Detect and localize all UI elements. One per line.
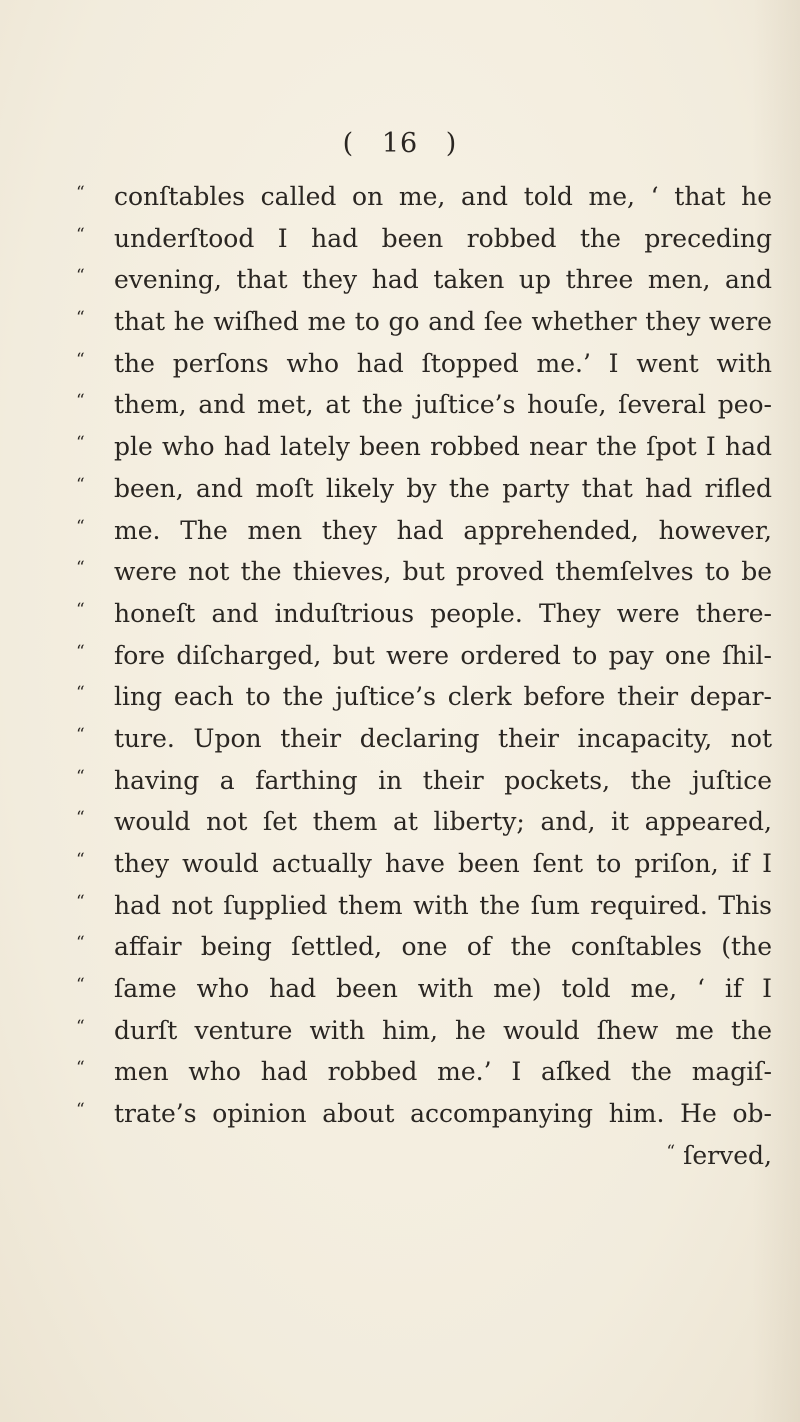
quote-mark: “ [76,308,85,329]
text-line [76,510,772,552]
text-line [76,885,772,927]
header-paren-close: ) [445,128,458,159]
line-text: conſtables called on me, and told me, ‘ that he [114,182,772,211]
catchword-line [76,1135,772,1177]
quote-mark: “ [76,641,85,662]
text-line [76,426,772,468]
line-text: fore diſcharged, but were ordered to pay one ſhil- [114,640,772,670]
quote-mark: “ [76,1016,85,1037]
text-line [76,301,772,343]
quote-mark: “ [76,349,85,370]
line-text: the perſons who had ſtopped me.’ I went with [114,348,772,378]
line-text: would not ſet them at liberty; and, it appeared, [114,807,772,837]
quote-mark: “ [76,891,85,912]
quote-mark: “ [76,766,85,787]
line-text: having a farthing in their pockets, the juſtice [114,765,772,795]
quote-mark: “ [76,433,85,454]
text-line [76,551,772,593]
quote-mark: “ [76,391,85,412]
quote-mark: “ [76,850,85,870]
quote-mark: “ [76,808,85,829]
text-line [76,843,772,885]
text-line [76,968,772,1010]
text-line [76,676,772,718]
catchword: ſerved, [683,1140,772,1170]
quote-mark: “ [76,599,85,620]
quote-mark: “ [76,1058,85,1079]
text-line [76,926,772,968]
quote-mark: “ [76,266,85,287]
line-text: trate’s opinion about accompanying him. He ob- [114,1099,772,1129]
quote-mark: “ [76,558,85,579]
text-line [76,1010,772,1052]
line-text: were not the thieves, but proved themſelves to be [114,557,772,587]
line-text: affair being ſettled, one of the conſtables (the [114,932,772,962]
line-text: them, and met, at the juſtice’s houſe, ſeveral peo- [114,390,772,420]
text-line [76,384,772,426]
text-line [76,218,772,260]
text-block [76,176,772,1177]
line-text: ling each to the juſtice’s clerk before their depar- [114,682,772,712]
text-line [76,760,772,802]
page-header [0,128,800,159]
line-text: ſame who had been with me) told me, ‘ if I [114,974,772,1004]
line-text: honeſt and induſtrious people. They were there- [114,598,772,628]
text-line [76,1051,772,1093]
line-text: they would actually have been ſent to priſon, if I [114,849,772,878]
quote-mark: “ [76,933,85,954]
text-line [76,635,772,677]
quote-mark: “ [76,183,85,203]
line-text: had not ſupplied them with the ſum required. This [114,890,772,920]
line-text: that he wiſhed me to go and ſee whether they were [114,307,772,337]
quote-mark: “ [76,683,85,704]
header-paren-open: ( [342,128,355,159]
text-line [76,343,772,385]
quote-mark: “ [76,1100,85,1121]
text-line [76,801,772,843]
line-text: been, and moſt likely by the party that had rifled [114,473,772,503]
quote-mark: “ [666,1141,676,1162]
page-number: 16 [381,128,419,159]
line-text: me. The men they had apprehended, however, [114,515,772,545]
quote-mark: “ [76,975,85,996]
quote-mark: “ [76,516,85,537]
quote-mark: “ [76,474,85,495]
line-text: evening, that they had taken up three men, and [114,265,772,295]
line-text: underſtood I had been robbed the preceding [114,223,772,253]
text-line [76,176,772,218]
text-line [76,593,772,635]
line-text: men who had robbed me.’ I aſked the magiſ- [114,1057,772,1087]
text-line [76,259,772,301]
line-text: ture. Upon their declaring their incapacity, not [114,723,772,753]
text-line [76,1093,772,1135]
text-line [76,468,772,510]
line-text: durſt venture with him, he would ſhew me the [114,1015,772,1045]
line-text: ple who had lately been robbed near the ſpot I had [114,432,772,462]
quote-mark: “ [76,224,85,245]
text-line [76,718,772,760]
quote-mark: “ [76,724,85,745]
